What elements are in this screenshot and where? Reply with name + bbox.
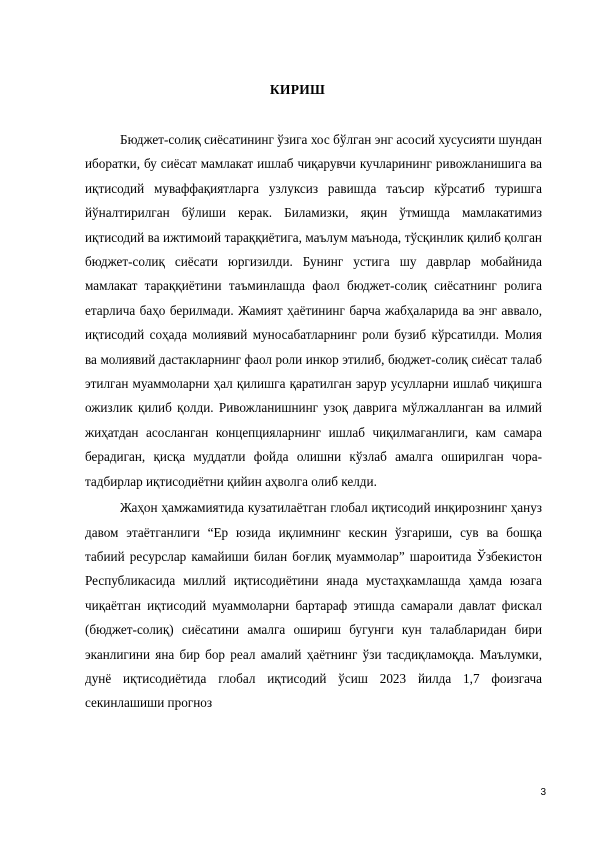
- document-body: [85, 128, 542, 716]
- section-title: КИРИШ: [269, 82, 326, 97]
- paragraph-1: Бюджет-солиқ сиёсатининг ўзига хос бўлган энг асосий хусусияти шундан иборатки, бу сиёсат мамлакат ишлаб чиқарувчи кучларининг ривожланишига ва иқтисодий муваффақиятларга узлуксиз равишда таъсир кўрсатиб туришга йўналтирилган бўлиши керак. Биламизки, яқин ўтмишда мамлакатимиз иқтисодий ва ижтимоий тараққиётига, маълум маънода, тўсқинлик қилиб қолган бюджет-солиқ сиёсати юргизилди. Бунинг устига шу даврлар мобайнида мамлакат тараққиётини таъминлашда фаол бюджет-солиқ сиёсатнинг ролига етарлича баҳо берилмади. Жамият ҳаётининг барча жабҳаларида ва энг аввало, иқтисодий соҳада молиявий муносабатларнинг роли бузиб кўрсатилди. Молия ва молиявий дастакларнинг фаол роли инкор этилиб, бюджет-солиқ сиёсат талаб этилган муаммоларни ҳал қилишга қаратилган зарур усулларни ишлаб чиқишга ожизлик қилиб қолди. Ривожланишнинг узоқ даврига мўлжалланган ва илмий жиҳатдан асосланган концепцияларнинг ишлаб чиқилмаганлиги, кам самара берадиган, қисқа муддатли фойда олишни кўзлаб амалга оширилган чора-тадбирлар иқтисодиётни қийин аҳволга олиб келди.: [85, 132, 542, 489]
- page-number: 3: [540, 787, 546, 798]
- paragraph-2: Жаҳон ҳамжамиятида кузатилаётган глобал иқтисодий инқирознинг ҳануз давом этаётганлиги “Ер юзида иқлимнинг кескин ўзгариши, сув ва бошқа табиий ресурслар камайиши билан боғлиқ муаммолар” шароитида Ўзбекистон Республикасида миллий иқтисодиётини янада мустаҳкамлашда ҳамда юзага чиқаётган иқтисодий муаммоларни бартараф этишда самарали давлат фискал (бюджет-солиқ) сиёсатини амалга ошириш бугунги кун талабларидан бири эканлигини яна бир бор реал амалий ҳаётнинг ўзи тасдиқламоқда. Маълумки, дунё иқтисодиётида глобал иқтисодий ўсиш 2023 йилда 1,7 фоизгача секинлашиши прогноз: [85, 500, 542, 711]
